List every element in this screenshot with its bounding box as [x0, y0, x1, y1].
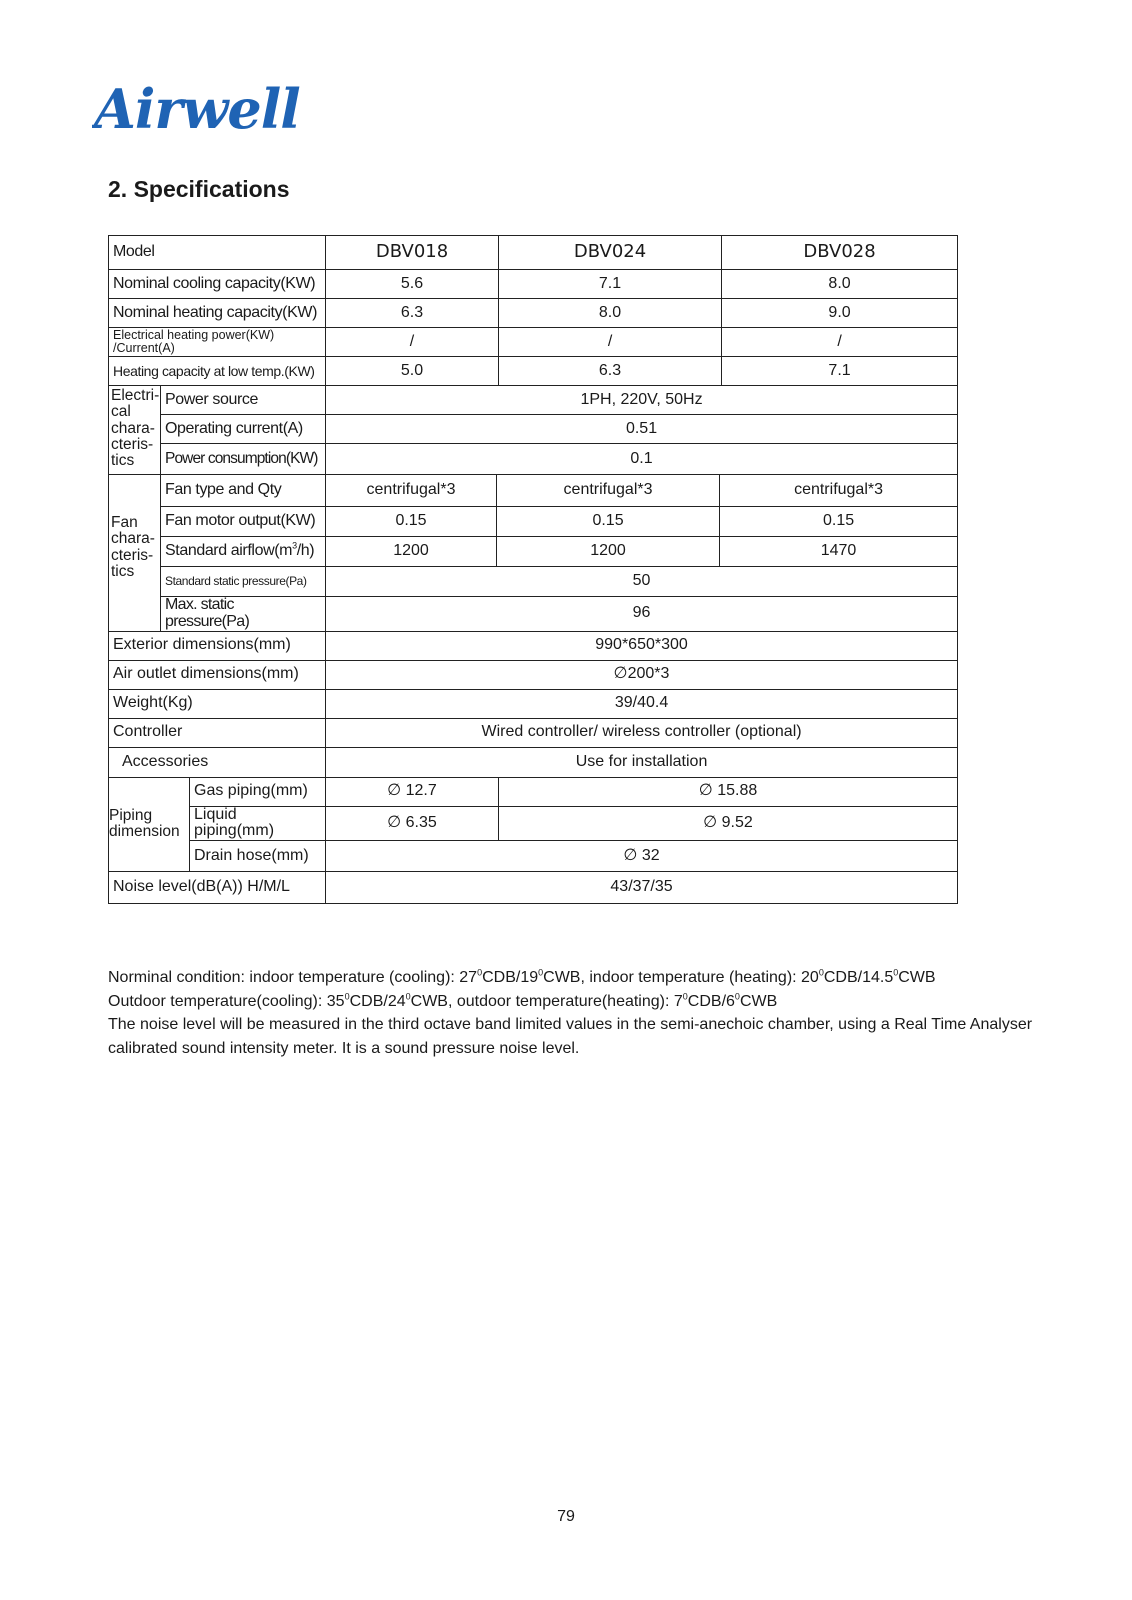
note-noise-measurement: The noise level will be measured in the third octave band limited values in the semi-anechoic chamber, using a Real Time Analyser calibrated sound intensity meter. It is a sound pressure noise level. — [108, 1016, 1033, 1057]
electrical-group-label: Electri- cal chara- cteris- tics — [109, 386, 161, 475]
cooling-capacity-024: 7.1 — [499, 270, 722, 299]
standard-airflow-024: 1200 — [497, 537, 720, 567]
fan-type-018: centrifugal*3 — [326, 475, 497, 507]
static-pressure-label: Standard static pressure(Pa) — [161, 567, 326, 597]
section-title: 2. Specifications — [108, 176, 290, 202]
max-static-pressure-label: Max. static pressure(Pa) — [161, 597, 326, 632]
table-row-exterior-dimensions — [109, 631, 958, 660]
operating-current-label: Operating current(A) — [161, 415, 326, 444]
fan-group-label: Fan chara- cteris- tics — [109, 475, 161, 632]
fan-type-028: centrifugal*3 — [720, 475, 958, 507]
heating-capacity-028: 9.0 — [722, 299, 958, 328]
gas-piping-018: ∅ 12.7 — [326, 777, 499, 806]
table-row-liquid-piping — [109, 806, 958, 841]
fan-type-024: centrifugal*3 — [497, 475, 720, 507]
fan-motor-output-024: 0.15 — [497, 507, 720, 537]
operating-current-value: 0.51 — [326, 415, 958, 444]
heating-capacity-018: 6.3 — [326, 299, 499, 328]
table-row-controller — [109, 718, 958, 747]
table-row-standard-airflow — [109, 537, 958, 567]
fan-motor-output-028: 0.15 — [720, 507, 958, 537]
table-row-operating-current — [109, 415, 958, 444]
air-outlet-label: Air outlet dimensions(mm) — [109, 660, 326, 689]
drain-hose-label: Drain hose(mm) — [190, 841, 326, 872]
notes — [108, 966, 1058, 1060]
table-row-heating-capacity — [109, 299, 958, 328]
electrical-heating-018: / — [326, 328, 499, 357]
electrical-heating-label: Electrical heating power(KW) /Current(A) — [109, 328, 326, 357]
power-source-value: 1PH, 220V, 50Hz — [326, 386, 958, 415]
model-label: Model — [109, 236, 326, 270]
standard-airflow-018: 1200 — [326, 537, 497, 567]
table-row-accessories — [109, 747, 958, 777]
gas-piping-024-028: ∅ 15.88 — [499, 777, 958, 806]
standard-airflow-label: Standard $airflow(m^3/h)$ — [161, 537, 326, 567]
power-consumption-value: 0.1 — [326, 444, 958, 475]
table-row-gas-piping — [109, 777, 958, 806]
table-row-max-static-pressure — [109, 597, 958, 632]
controller-value: Wired controller/ wireless controller (optional) — [326, 718, 958, 747]
fan-motor-output-label: Fan motor output(KW) — [161, 507, 326, 537]
table-row-cooling-capacity — [109, 270, 958, 299]
table-row-air-outlet — [109, 660, 958, 689]
exterior-dimensions-label: Exterior dimensions(mm) — [109, 631, 326, 660]
model-dbv028: DBV028 — [722, 236, 958, 270]
fan-motor-output-018: 0.15 — [326, 507, 497, 537]
liquid-piping-024-028: ∅ 9.52 — [499, 806, 958, 841]
max-static-pressure-value: 96 — [326, 597, 958, 632]
table-row-drain-hose — [109, 841, 958, 872]
table-row-power-source — [109, 386, 958, 415]
liquid-piping-label: Liquid piping(mm) — [190, 806, 326, 841]
table-row-low-temp-heating — [109, 357, 958, 386]
weight-value: 39/40.4 — [326, 689, 958, 718]
electrical-heating-028: / — [722, 328, 958, 357]
air-outlet-value: ∅200*3 — [326, 660, 958, 689]
svg-text:Airwell: Airwell — [94, 78, 300, 136]
table-row-static-pressure — [109, 567, 958, 597]
note-nominal-condition: Norminal condition: indoor temperature (cooling): $27^0CDB/19^0CWB$, indoor temperature (heating): $20^0CDB/14.5^0CWB$ — [108, 967, 936, 986]
table-row-fan-type — [109, 475, 958, 507]
low-temp-heating-028: 7.1 — [722, 357, 958, 386]
table-row-electrical-heating — [109, 328, 958, 357]
low-temp-heating-024: 6.3 — [499, 357, 722, 386]
liquid-piping-018: ∅ 6.35 — [326, 806, 499, 841]
piping-group-label: Piping dimension — [109, 777, 190, 872]
specifications-table — [108, 235, 958, 904]
low-temp-heating-018: 5.0 — [326, 357, 499, 386]
controller-label: Controller — [109, 718, 326, 747]
table-row-weight — [109, 689, 958, 718]
cooling-capacity-028: 8.0 — [722, 270, 958, 299]
exterior-dimensions-value: 990*650*300 — [326, 631, 958, 660]
model-dbv018: DBV018 — [326, 236, 499, 270]
heating-capacity-024: 8.0 — [499, 299, 722, 328]
standard-airflow-028: 1470 — [720, 537, 958, 567]
accessories-value: Use for installation — [326, 747, 958, 777]
airwell-logo — [92, 78, 310, 136]
power-source-label: Power source — [161, 386, 326, 415]
heating-capacity-label: Nominal heating capacity(KW) — [109, 299, 326, 328]
low-temp-heating-label: Heating capacity at low temp.(KW) — [109, 357, 326, 386]
noise-level-value: 43/37/35 — [326, 872, 958, 904]
static-pressure-value: 50 — [326, 567, 958, 597]
noise-level-label: Noise level(dB(A)) H/M/L — [109, 872, 326, 904]
gas-piping-label: Gas piping(mm) — [190, 777, 326, 806]
power-consumption-label: Power consumption(KW) — [161, 444, 326, 475]
note-outdoor-temperature: Outdoor temperature(cooling): $35^0CDB/24^0CWB$, outdoor temperature(heating): $7^0CDB/6^0CWB$ — [108, 991, 778, 1010]
table-row-fan-motor-output — [109, 507, 958, 537]
page-number: 79 — [557, 1508, 575, 1525]
cooling-capacity-018: 5.6 — [326, 270, 499, 299]
accessories-label: Accessories — [109, 747, 326, 777]
cooling-capacity-label: Nominal cooling capacity(KW) — [109, 270, 326, 299]
table-row-noise-level — [109, 872, 958, 904]
drain-hose-value: ∅ 32 — [326, 841, 958, 872]
electrical-heating-024: / — [499, 328, 722, 357]
table-row-power-consumption — [109, 444, 958, 475]
model-dbv024: DBV024 — [499, 236, 722, 270]
fan-type-label: Fan type and Qty — [161, 475, 326, 507]
table-row-model — [109, 236, 958, 270]
weight-label: Weight(Kg) — [109, 689, 326, 718]
